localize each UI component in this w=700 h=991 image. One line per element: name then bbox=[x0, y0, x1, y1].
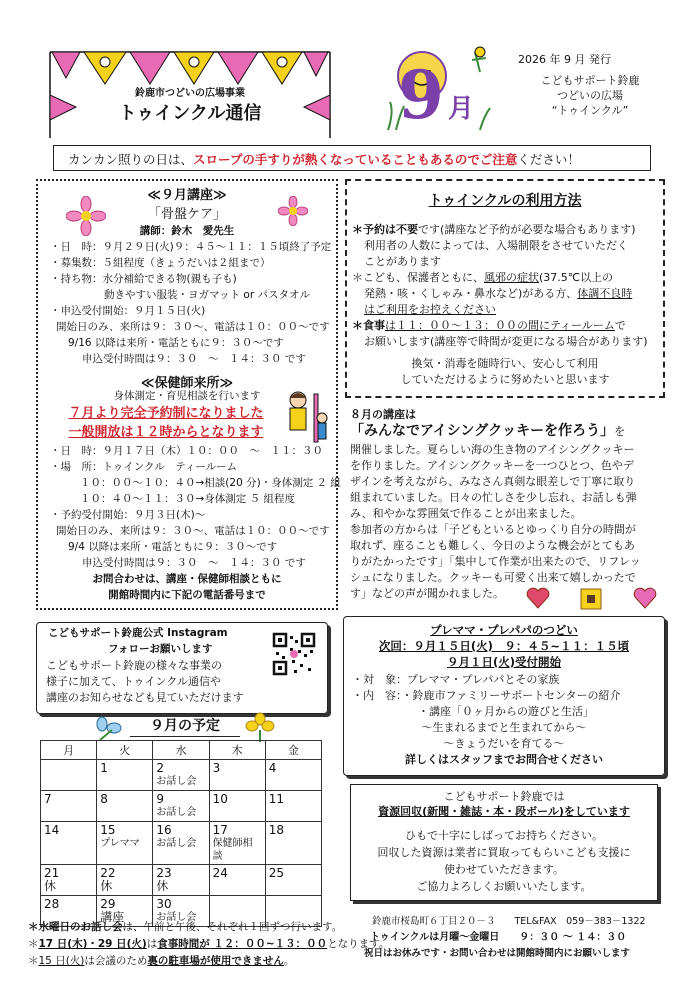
report-line: 参加者の方からは「子どもといるとゆっくり自分の時間が bbox=[350, 523, 636, 536]
report-line: シュになりました。クッキーも可愛く出来て嬉しかったで bbox=[350, 571, 636, 584]
footnote: ＊17 日(木)・29 日(火)は食事時間が １２：００~１３：００となります。 bbox=[28, 938, 390, 950]
nurse-heading: ≪保健師来所≫ bbox=[140, 376, 234, 391]
usage-line: ＊予約は不要です(講座など予約が必要な場合もあります) bbox=[352, 223, 636, 236]
calendar-cell: 2 お話し会 bbox=[153, 760, 209, 791]
report-line: ザインを考えながら、みなさん真剣な眼差しで丁寧に取り bbox=[350, 475, 636, 488]
premama-content: ・内 容：・鈴鹿市ファミリーサポートセンターの紹介 bbox=[352, 689, 621, 702]
nurse-line: ・予約受付開始：９月３日(木)～ bbox=[50, 509, 206, 521]
instagram-title-1: こどもサポート鈴鹿公式 Instagram bbox=[48, 627, 228, 639]
calendar-cell: 10 bbox=[209, 791, 265, 822]
nurse-line: 開始日のみ、来所は９：３０～、電話は１０：００～です bbox=[56, 525, 330, 537]
newsletter-title: トゥインクル通信 bbox=[118, 103, 262, 124]
usage-line: 換気・消毒を随時行い、安心して利用 bbox=[411, 357, 599, 370]
calendar-header: 金 bbox=[265, 741, 321, 760]
qr-code-icon[interactable] bbox=[272, 632, 316, 676]
recycle-line: ご協力よろしくお願いいたします。 bbox=[416, 880, 592, 893]
schedule-calendar bbox=[40, 740, 322, 927]
lecture-line: 申込受付時間は９：３０ ～ １４：３０ です bbox=[82, 353, 306, 365]
lecture-line: 開始日のみ、来所は９：３０～、電話は１０：００～です bbox=[56, 321, 330, 333]
usage-line: 発熱・咳・くしゃみ・鼻水など)がある方、体調不良時 bbox=[364, 287, 633, 300]
calendar-cell: 18 bbox=[265, 822, 321, 865]
calendar-cell: 17 保健師相談 bbox=[209, 822, 265, 865]
lecture-line: ・募集数：５組程度（きょうだいは２組まで） bbox=[50, 257, 271, 269]
premama-more: 詳しくはスタッフまでお問合せください bbox=[405, 753, 603, 766]
calendar-cell: 28 bbox=[41, 896, 97, 927]
nurse-illustration-icon bbox=[284, 388, 328, 444]
premama-content: ～きょうだいを育てる～ bbox=[443, 737, 565, 750]
lecture-teacher: 講師：鈴木 愛先生 bbox=[139, 225, 235, 237]
calendar-cell: 11 bbox=[265, 791, 321, 822]
report-line: 取れず、座ることも難しく、今日のような機会がとてもあ bbox=[350, 539, 635, 552]
instagram-line: こどもサポート鈴鹿の様々な事業の bbox=[46, 659, 222, 672]
calendar-cell: 30 お話し会 bbox=[153, 896, 209, 927]
header bbox=[40, 40, 340, 140]
recycle-line: 資源回収(新聞・雑誌・本・段ボール)をしています bbox=[378, 805, 630, 818]
notice-post: ください！ bbox=[517, 152, 580, 167]
calendar-cell: 23 休 bbox=[153, 865, 209, 896]
issue-date: 2026 年 9 月 発行 bbox=[518, 53, 611, 66]
premama-content: ・講座「０ヶ月からの遊びと生活」 bbox=[418, 705, 594, 718]
report-line: み、和やかな雰囲気で作ることが出来ました。 bbox=[350, 507, 582, 520]
nurse-alert-1: ７月より完全予約制になりました bbox=[68, 406, 264, 421]
calendar-header: 水 bbox=[153, 741, 209, 760]
calendar-cell: 9 お話し会 bbox=[153, 791, 209, 822]
calendar-cell: 8 bbox=[97, 791, 153, 822]
report-line: 組まれていました。日々の忙しさを少し忘れ、お話しも弾 bbox=[350, 491, 637, 504]
report-label: ８月の講座は bbox=[350, 408, 416, 421]
calendar-header-row bbox=[41, 741, 322, 760]
usage-line: はご利用をお控えください bbox=[364, 303, 496, 316]
calendar-cell bbox=[41, 760, 97, 791]
schedule-heading: ９月の予定 bbox=[130, 716, 240, 737]
issuer-org: こどもサポート鈴鹿 bbox=[540, 74, 640, 87]
flower-decoration-icon bbox=[90, 716, 130, 742]
calendar-header: 火 bbox=[97, 741, 153, 760]
issuer-name: “トゥインクル” bbox=[551, 104, 629, 117]
nurse-line: １０：００～１０：４０→相談(20 分)・身体測定 ２ 組 bbox=[80, 477, 341, 489]
calendar-week-row bbox=[41, 865, 322, 896]
notice-bold: スロープの手すりが熱くなっていることもあるのでご注意 bbox=[193, 152, 518, 167]
usage-line: ことがあります bbox=[364, 255, 441, 268]
premama-content: ～生まれるまでと生まれてから～ bbox=[421, 721, 587, 734]
footer-address: 鈴鹿市桜島町６丁目２０－３ TEL&FAX 059－383－1322 bbox=[372, 916, 646, 927]
usage-line: ＊こども、保護者ともに、風邪の症状(37.5℃以上の bbox=[352, 271, 614, 284]
issuer-place: つどいの広場 bbox=[557, 89, 623, 102]
flower-decoration-icon bbox=[244, 712, 276, 742]
cookie-icons bbox=[525, 586, 665, 612]
nurse-line: ・日 時：９月１７日（木）１０：００ ～ １１：３０ bbox=[50, 445, 323, 457]
calendar-header: 月 bbox=[41, 741, 97, 760]
recycle-line: 使わせていただきます。 bbox=[443, 863, 565, 876]
month-number: 9 bbox=[398, 56, 444, 134]
calendar-cell: 7 bbox=[41, 791, 97, 822]
recycle-line: 回収した資源は業者に買取ってもらいこども支援に bbox=[377, 846, 631, 859]
usage-heading: トゥインクルの利用方法 bbox=[428, 193, 582, 209]
usage-line: 利用者の人数によっては、入場制限をさせていただく bbox=[364, 239, 628, 252]
calendar-cell: 14 bbox=[41, 822, 97, 865]
calendar-week-row bbox=[41, 760, 322, 791]
instagram-line: 様子に加えて、トゥインクル通信や bbox=[46, 675, 221, 688]
calendar-cell: 21 休 bbox=[41, 865, 97, 896]
lecture-line: ・持ち物：水分補給できる物(親も子も) bbox=[50, 273, 237, 285]
month-emblem bbox=[380, 42, 500, 134]
calendar-cell: 3 bbox=[209, 760, 265, 791]
lecture-heading: ≪９月講座≫ bbox=[147, 188, 227, 203]
nurse-line: 9/4 以降は来所・電話ともに９：３０～です bbox=[68, 541, 278, 553]
calendar-cell: 22 休 bbox=[97, 865, 153, 896]
calendar-cell: 15 プレママ bbox=[97, 822, 153, 865]
premama-heading: プレママ・プレパパのつどい bbox=[430, 623, 578, 637]
usage-line: お願いします(講座等で時間が変更になる場合があります) bbox=[364, 335, 648, 348]
report-line: を作りました。アイシングクッキーを一つひとつ、色やデ bbox=[350, 459, 634, 472]
calendar-week-row bbox=[41, 791, 322, 822]
nurse-line: 申込受付時間は９：３０ ～ １４：３０ です bbox=[82, 557, 306, 569]
recycle-line: こどもサポート鈴鹿では bbox=[443, 790, 565, 803]
instagram-title-2: フォローお願いします bbox=[108, 643, 213, 655]
calendar-week-row bbox=[41, 822, 322, 865]
report-line: りがたかったです」「集中して作業が出来たので、リフレッ bbox=[350, 555, 641, 568]
lecture-line: 9/16 以降は来所・電話ともに９：３０～です bbox=[68, 337, 284, 349]
lecture-line: 動きやすい服装・ヨガマット or パスタオル bbox=[104, 289, 310, 301]
report-title: 「みんなでアイシングクッキーを作ろう」を bbox=[350, 423, 626, 439]
premama-accept: ９月１日(火)受付開始 bbox=[446, 655, 561, 669]
instagram-line: 講座のお知らせなども見ていただけます bbox=[46, 691, 244, 704]
premama-target: ・対 象：プレママ・プレパパとその家族 bbox=[352, 673, 560, 686]
calendar-cell: 24 bbox=[209, 865, 265, 896]
nurse-sub: 身体測定・育児相談を行います bbox=[113, 390, 261, 402]
usage-line: ＊食事は１１：００～１３：００の間にティールームで bbox=[352, 319, 626, 332]
org-line: 鈴鹿市つどいの広場事業 bbox=[135, 88, 245, 99]
recycle-line: ひもで十字にしばってお持ちください。 bbox=[405, 829, 603, 842]
report-line: 開催しました。夏らしい海の生き物のアイシングクッキー bbox=[350, 443, 635, 456]
lecture-name: 「骨盤ケア」 bbox=[147, 207, 226, 222]
calendar-cell: 29 講座 bbox=[97, 896, 153, 927]
footer-holiday: 祝日はお休みです・お問い合わせは開館時間内にお願いします bbox=[364, 948, 631, 959]
notice-pre: カンカン照りの日は、 bbox=[68, 152, 194, 167]
report-line: す」などの声が聞かれました。 bbox=[350, 587, 504, 600]
usage-line: していただけるように努めたいと思います bbox=[400, 373, 610, 386]
lecture-line: ・申込受付開始：９月１５日(火) bbox=[50, 305, 206, 317]
calendar-cell: 25 bbox=[265, 865, 321, 896]
lecture-line: ・日 時：９月２９日(火)９：４５～１１：１５頃終了予定 bbox=[50, 241, 332, 253]
nurse-line: １０：４０～１１：３０→身体測定 ５ 組程度 bbox=[80, 493, 295, 505]
calendar-cell: 16 お話し会 bbox=[153, 822, 209, 865]
footnote: ＊水曜日のお話し会は、午前と午後、それぞれ１回ずつ行います。 bbox=[28, 921, 343, 933]
footer-hours: トゥインクルは月曜～金曜日 ９：３０ ～ １４：３０ bbox=[370, 932, 627, 943]
footnote: ＊15 日(火)は会議のため裏の駐車場が使用できません。 bbox=[28, 955, 295, 967]
nurse-contact-1: お問合わせは、講座・保健師相談ともに bbox=[92, 573, 282, 585]
premama-next: 次回：９月１５日(火) ９：４５~１１：１５頃 bbox=[378, 639, 630, 653]
nurse-contact-2: 開館時間内に下記の電話番号まで bbox=[108, 589, 266, 601]
calendar-cell: 1 bbox=[97, 760, 153, 791]
notice-bar bbox=[53, 145, 651, 171]
calendar-cell: 4 bbox=[265, 760, 321, 791]
nurse-line: ・場 所：トゥインクル ティールーム bbox=[50, 461, 238, 473]
calendar-header: 木 bbox=[209, 741, 265, 760]
nurse-alert-2: 一般開放は１２時からとなります bbox=[68, 425, 264, 440]
month-char: 月 bbox=[448, 94, 475, 124]
